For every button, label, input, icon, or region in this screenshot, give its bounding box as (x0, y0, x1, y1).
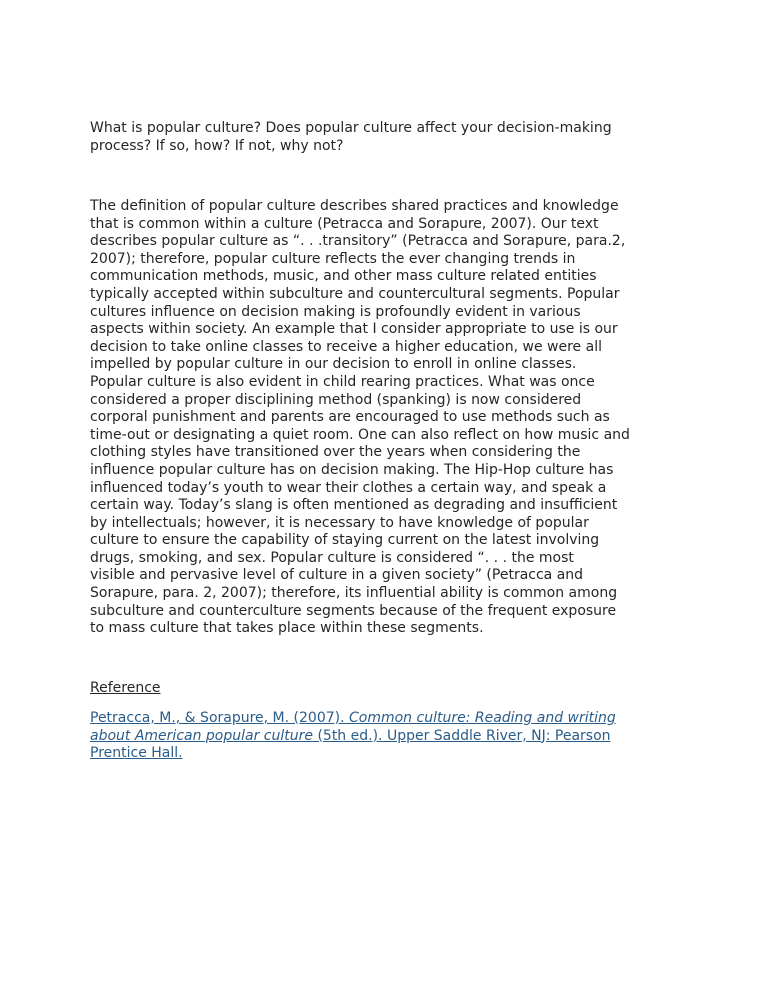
reference-title-part2: about American popular culture (90, 727, 313, 744)
document-page (90, 120, 680, 762)
reference-publisher-cont: Prentice Hall. (90, 745, 183, 762)
reference-title-part1: Common culture: Reading and writing (349, 710, 616, 726)
reference-heading: Reference (90, 680, 161, 696)
reference-authors: Petracca, M., & Sorapure, M. (2007). (90, 710, 349, 726)
question-text: What is popular culture? Does popular culture affect your decision-making process? If so, how? If not, why not? (90, 120, 612, 154)
reference-publisher: (5th ed.). Upper Saddle River, NJ: Pearson (313, 727, 611, 744)
essay-body: The definition of popular culture describes shared practices and knowledge that is common within a culture (Petracca and Sorapure, 2007). Our text describes popular culture as “. . .transitory” (Petracca and Sorapure, para.2, 2007); therefore, popular culture reflects the ever changing trends in communication methods, music, and other mass culture related entities typically accepted within subculture and countercultural segments. Popular cultures influence on decision making is profoundly evident in various aspects within society. An example that I consider appropriate to use is our decision to take online classes to receive a higher education, we were all impelled by popular culture in our decision to enroll in online classes. Popular culture is also evident in child rearing practices. What was once considered a proper disciplining method (spanking) is now considered corporal punishment and parents are encouraged to use methods such as time-out or designating a quiet room. One can also reflect on how music and clothing styles have transitioned over the years when considering the influence popular culture has on decision making. The Hip-Hop culture has influenced today’s youth to wear their clothes a certain way, and speak a certain way. Today’s slang is often mentioned as degrading and insufficient by intellectuals; however, it is necessary to have knowledge of popular culture to ensure the capability of staying current on the latest involving drugs, smoking, and sex. Popular culture is considered “. . . the most visible and pervasive level of culture in a given society” (Petracca and Sorapure, para. 2, 2007); therefore, its influential ability is common among subculture and counterculture segments because of the frequent exposure to mass culture that takes place within these segments. (90, 198, 630, 637)
reference-link[interactable] (90, 710, 680, 763)
